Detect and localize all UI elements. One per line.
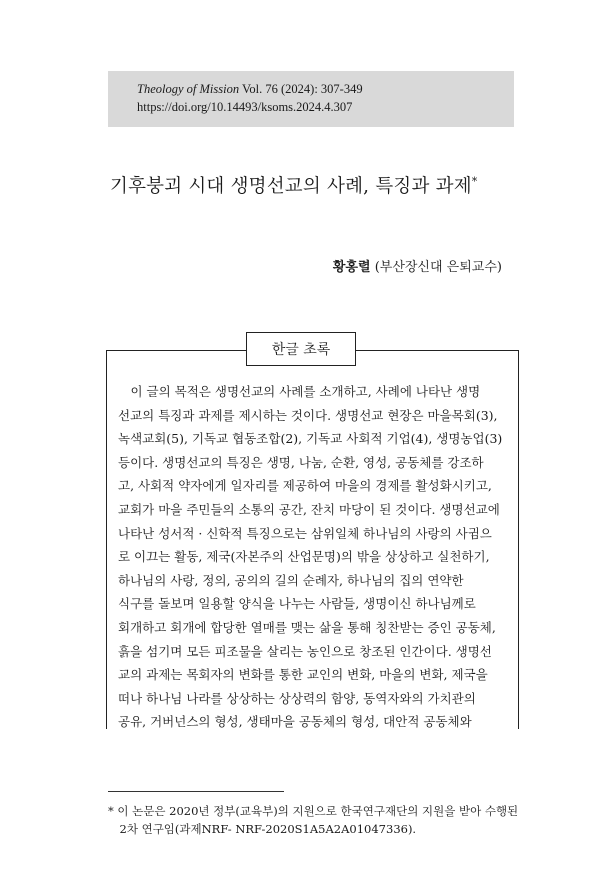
footnote-line: 2차 연구임(과제NRF- NRF-2020S1A5A2A01047336). xyxy=(108,822,417,836)
author-name: 황홍렬 xyxy=(332,260,371,275)
footnote-line: * 이 논문은 2020년 정부(교육부)의 지원으로 한국연구재단의 지원을 받아 수행된 xyxy=(108,804,519,818)
volume-pages: Vol. 76 (2024): 307-349 xyxy=(242,82,363,96)
abstract-line: 회개하고 회개에 합당한 열매를 맺는 삶을 통해 칭찬받는 증인 공동체, xyxy=(118,619,496,635)
abstract-line: 하나님의 사랑, 정의, 공의의 길의 순례자, 하나님의 집의 연약한 xyxy=(118,572,464,588)
author-line xyxy=(333,256,502,275)
abstract-line: 떠나 하나님 나라를 상상하는 상상력의 함양, 동역자와의 가치관의 xyxy=(118,690,476,706)
abstract-line: 공유, 거버넌스의 형성, 생태마을 공동체의 형성, 대안적 공동체와 xyxy=(118,714,472,730)
journal-citation-line xyxy=(137,80,514,98)
title-footnote-mark: * xyxy=(471,174,478,188)
paper-title-text: 기후붕괴 시대 생명선교의 사례, 특징과 과제 xyxy=(110,176,472,197)
abstract-line: 로 이끄는 활동, 제국(자본주의 산업문명)의 밖을 상상하고 실천하기, xyxy=(118,549,490,565)
doi-link[interactable]: https://doi.org/10.14493/ksoms.2024.4.307 xyxy=(137,100,353,114)
author-affiliation: (부산장신대 은퇴교수) xyxy=(374,260,502,275)
abstract-line: 흙을 섬기며 모든 피조물을 살리는 농인으로 창조된 인간이다. 생명선 xyxy=(118,643,492,659)
abstract-line: 선교의 특징과 과제를 제시하는 것이다. 생명선교 현장은 마을목회(3), xyxy=(118,407,498,423)
journal-citation-box xyxy=(108,71,514,127)
abstract-line: 교의 과제는 목회자의 변화를 통한 교인의 변화, 마을의 변화, 제국을 xyxy=(118,667,488,683)
abstract-line: 식구를 돌보며 일용할 양식을 나누는 사람들, 생명이신 하나님께로 xyxy=(118,596,476,612)
abstract-line: 교회가 마을 주민들의 소통의 공간, 잔치 마당이 된 것이다. 생명선교에 xyxy=(118,501,500,517)
abstract-line: 고, 사회적 약자에게 일자리를 제공하여 마을의 경제를 활성화시키고, xyxy=(118,478,492,494)
footnote-divider xyxy=(108,791,284,792)
journal-name: Theology of Mission xyxy=(137,82,240,96)
abstract-label: 한글 초록 xyxy=(246,332,356,366)
abstract-line: 나타난 성서적 · 신학적 특징으로는 삼위일체 하나님의 사랑의 사귐으 xyxy=(118,525,492,541)
abstract-line: 등이다. 생명선교의 특징은 생명, 나눔, 순환, 영성, 공동체를 강조하 xyxy=(118,454,484,470)
abstract-line: 이 글의 목적은 생명선교의 사례를 소개하고, 사례에 나타난 생명 xyxy=(118,384,481,399)
abstract-body xyxy=(118,380,506,734)
footnote xyxy=(108,802,519,838)
paper-title xyxy=(110,172,530,198)
abstract-line: 녹색교회(5), 기독교 협동조합(2), 기독교 사회적 기업(4), 생명농업(3) xyxy=(118,431,503,447)
